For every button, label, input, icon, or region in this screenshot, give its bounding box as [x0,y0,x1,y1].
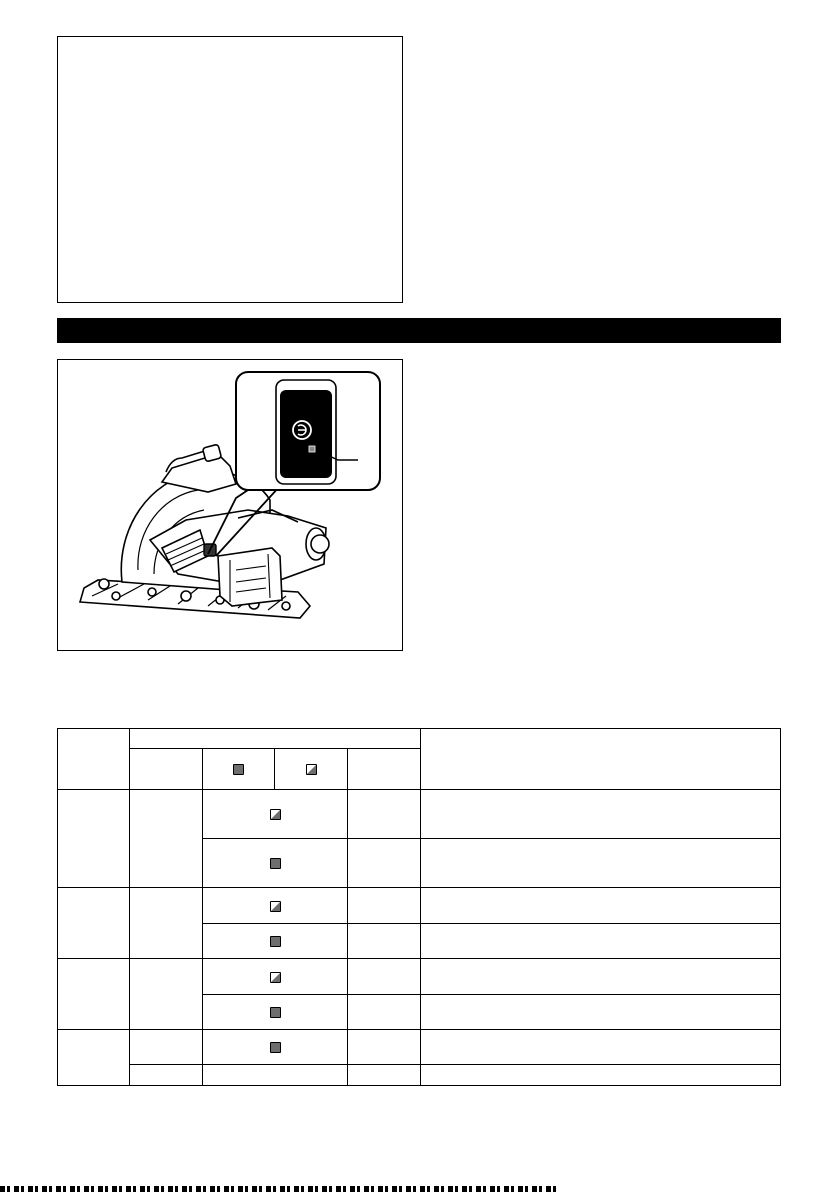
table-cell [58,959,130,1030]
battery-pack [218,548,282,606]
table-cell [348,1030,421,1065]
table-cell [348,995,421,1030]
indicator-callout [236,372,380,490]
section-title [57,322,65,338]
table-cell-description [421,924,781,959]
table-cell-lamp [203,1030,348,1065]
table-cell [348,1065,421,1086]
table-subheader-lamp-on [203,749,275,790]
table-cell-description [421,995,781,1030]
lamp-on-icon [233,764,244,775]
table-cell [348,959,421,995]
table-cell-description [421,839,781,888]
table-cell-lamp [203,995,348,1030]
indicator-status-table [57,728,781,1086]
table-cell-description [421,959,781,995]
table-cell-description [421,1065,781,1086]
lamp-blinking-icon [306,764,317,775]
table-subheader-4 [348,749,421,790]
table-cell [348,888,421,924]
table-cell-description [421,790,781,839]
table-cell [130,790,203,888]
table-cell-lamp [203,888,348,924]
table-cell [130,1065,203,1086]
table-cell [58,888,130,959]
table-header-description [421,729,781,790]
lamp-on-icon [270,1042,281,1053]
blank-illustration-box [57,36,403,303]
table-cell [348,924,421,959]
lamp-on-icon [270,1007,281,1018]
table-cell [130,888,203,959]
table-cell [58,1030,130,1086]
table-cell-description [421,1030,781,1065]
table-subheader-1 [130,749,203,790]
table-cell-lamp [203,924,348,959]
scan-artifact-strip [0,1186,560,1192]
circular-saw-illustration [58,360,402,650]
table-cell-description [421,888,781,924]
circular-saw-indicator-figure [57,359,403,651]
table-cell [58,790,130,888]
section-header-bar [57,318,781,343]
table-cell-lamp [203,790,348,839]
lamp-blinking-icon [270,972,281,983]
lamp-on-icon [270,936,281,947]
table-cell-lamp [203,959,348,995]
table-header-col1 [58,729,130,790]
table-subheader-lamp-blink [275,749,348,790]
table-header-group [130,729,421,749]
table-cell [203,1065,348,1086]
table-cell [348,790,421,839]
lamp-blinking-icon [270,901,281,912]
table-cell [130,959,203,1030]
table-cell-lamp [203,839,348,888]
lamp-blinking-icon [270,809,281,820]
table-cell [130,1030,203,1065]
lamp-on-icon [270,858,281,869]
table-cell [348,839,421,888]
top-handle [162,444,236,492]
